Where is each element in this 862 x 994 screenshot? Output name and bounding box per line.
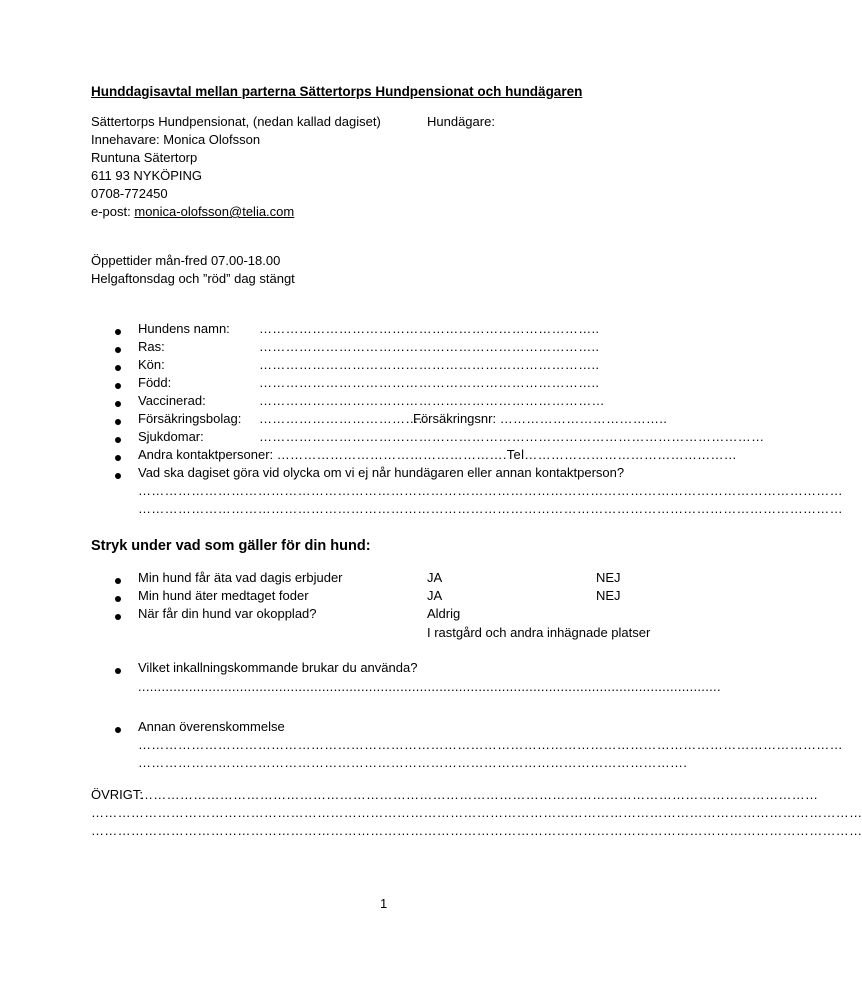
contacts-line bbox=[138, 447, 737, 462]
answer-no[interactable]: NEJ bbox=[596, 588, 621, 603]
fill-line[interactable]: ……………………………………………………………………………………………………………. bbox=[138, 755, 688, 770]
bullet bbox=[115, 329, 121, 335]
answer-no[interactable]: NEJ bbox=[596, 570, 621, 585]
fill-line[interactable]: …………………………………………………………………………………………………………………………………………… bbox=[138, 501, 843, 516]
recall-question: Vilket inkallningskommande brukar du använda? bbox=[138, 660, 418, 675]
ovrigt-line bbox=[91, 787, 143, 802]
field-label: Hundens namn: bbox=[138, 321, 230, 336]
insurance-number-line bbox=[413, 411, 667, 426]
field-label: Vad ska dagiset göra vid olycka om vi ej når hundägaren eller annan kontaktperson? bbox=[138, 465, 625, 480]
question-text: När får din hund var okopplad? bbox=[138, 606, 317, 621]
other-agreement-label: Annan överenskommelse bbox=[138, 719, 285, 734]
provider-name: Sättertorps Hundpensionat, (nedan kallad dagiset) bbox=[91, 114, 381, 129]
bullet bbox=[115, 347, 121, 353]
answer-never[interactable]: Aldrig bbox=[427, 606, 461, 621]
provider-address1: Runtuna Sätertorp bbox=[91, 150, 198, 165]
bullet bbox=[115, 614, 121, 620]
bullet bbox=[115, 419, 121, 425]
bullet bbox=[115, 383, 121, 389]
ovrigt-label: ÖVRIGT: bbox=[91, 787, 144, 802]
fill-line[interactable]: ………………………………………………………………….. bbox=[259, 357, 600, 372]
field-label: Försäkringsbolag: bbox=[138, 411, 242, 426]
provider-phone: 0708-772450 bbox=[91, 186, 168, 201]
fill-line[interactable]: …………………………………………………………………………………………………… bbox=[259, 429, 765, 444]
section-heading: Stryk under vad som gäller för din hund: bbox=[91, 538, 371, 554]
field-label: Andra kontaktpersoner: bbox=[138, 447, 277, 462]
fill-line[interactable]: ..................................................................................................................................................... bbox=[138, 679, 721, 694]
bullet bbox=[115, 668, 121, 674]
answer-enclosed[interactable]: I rastgård och andra inhägnade platser bbox=[427, 625, 651, 640]
fill-line[interactable]: ………………………………………………………………………………………………………………………………………………………… bbox=[91, 805, 862, 820]
holiday-note: Helgaftonsdag och ”röd” dag stängt bbox=[91, 271, 295, 286]
fill-line[interactable]: ……………………………………………………………………………………………………………………………………… bbox=[140, 787, 819, 802]
field-label: Försäkringsnr: bbox=[413, 411, 500, 426]
field-label: Kön: bbox=[138, 357, 165, 372]
answer-yes[interactable]: JA bbox=[427, 570, 443, 585]
owner-heading: Hundägare: bbox=[427, 114, 495, 129]
bullet bbox=[115, 596, 121, 602]
fill-line[interactable]: …………………………………………………………………… bbox=[259, 393, 605, 408]
email-label: e-post: bbox=[91, 204, 135, 219]
fill-line[interactable]: ……………………………….. bbox=[259, 411, 427, 426]
question-text: Min hund får äta vad dagis erbjuder bbox=[138, 570, 343, 585]
fill-line[interactable]: …………………………………………….Tel………………………………………… bbox=[276, 447, 738, 462]
provider-owner: Innehavare: Monica Olofsson bbox=[91, 132, 261, 147]
document-title: Hunddagisavtal mellan parterna Sättertorps Hundpensionat och hundägaren bbox=[91, 84, 583, 99]
fill-line[interactable]: ………………………………………………………………….. bbox=[259, 375, 600, 390]
fill-line[interactable]: ………………………………………………………………….. bbox=[259, 339, 600, 354]
bullet bbox=[115, 455, 121, 461]
bullet bbox=[115, 401, 121, 407]
fill-line[interactable]: ………………………………………………………………….. bbox=[259, 321, 600, 336]
provider-email-line bbox=[91, 204, 294, 219]
fill-line[interactable]: ……………………………….. bbox=[499, 411, 668, 426]
bullet bbox=[115, 473, 121, 479]
field-label: Vaccinerad: bbox=[138, 393, 206, 408]
answer-yes[interactable]: JA bbox=[427, 588, 443, 603]
bullet bbox=[115, 365, 121, 371]
fill-line[interactable]: ………………………………………………………………………………………………………………………………………………………… bbox=[91, 823, 862, 838]
bullet bbox=[115, 727, 121, 733]
question-text: Min hund äter medtaget foder bbox=[138, 588, 309, 603]
page-number: 1 bbox=[380, 896, 388, 911]
field-label: Född: bbox=[138, 375, 172, 390]
bullet bbox=[115, 437, 121, 443]
fill-line[interactable]: …………………………………………………………………………………………………………………………………………… bbox=[138, 737, 843, 752]
bullet bbox=[115, 578, 121, 584]
opening-hours: Öppettider mån-fred 07.00-18.00 bbox=[91, 253, 281, 268]
fill-line[interactable]: …………………………………………………………………………………………………………………………………………… bbox=[138, 483, 843, 498]
provider-address2: 611 93 NYKÖPING bbox=[91, 168, 203, 183]
field-label: Sjukdomar: bbox=[138, 429, 204, 444]
email-link[interactable]: monica-olofsson@telia.com bbox=[134, 204, 295, 219]
field-label: Ras: bbox=[138, 339, 165, 354]
